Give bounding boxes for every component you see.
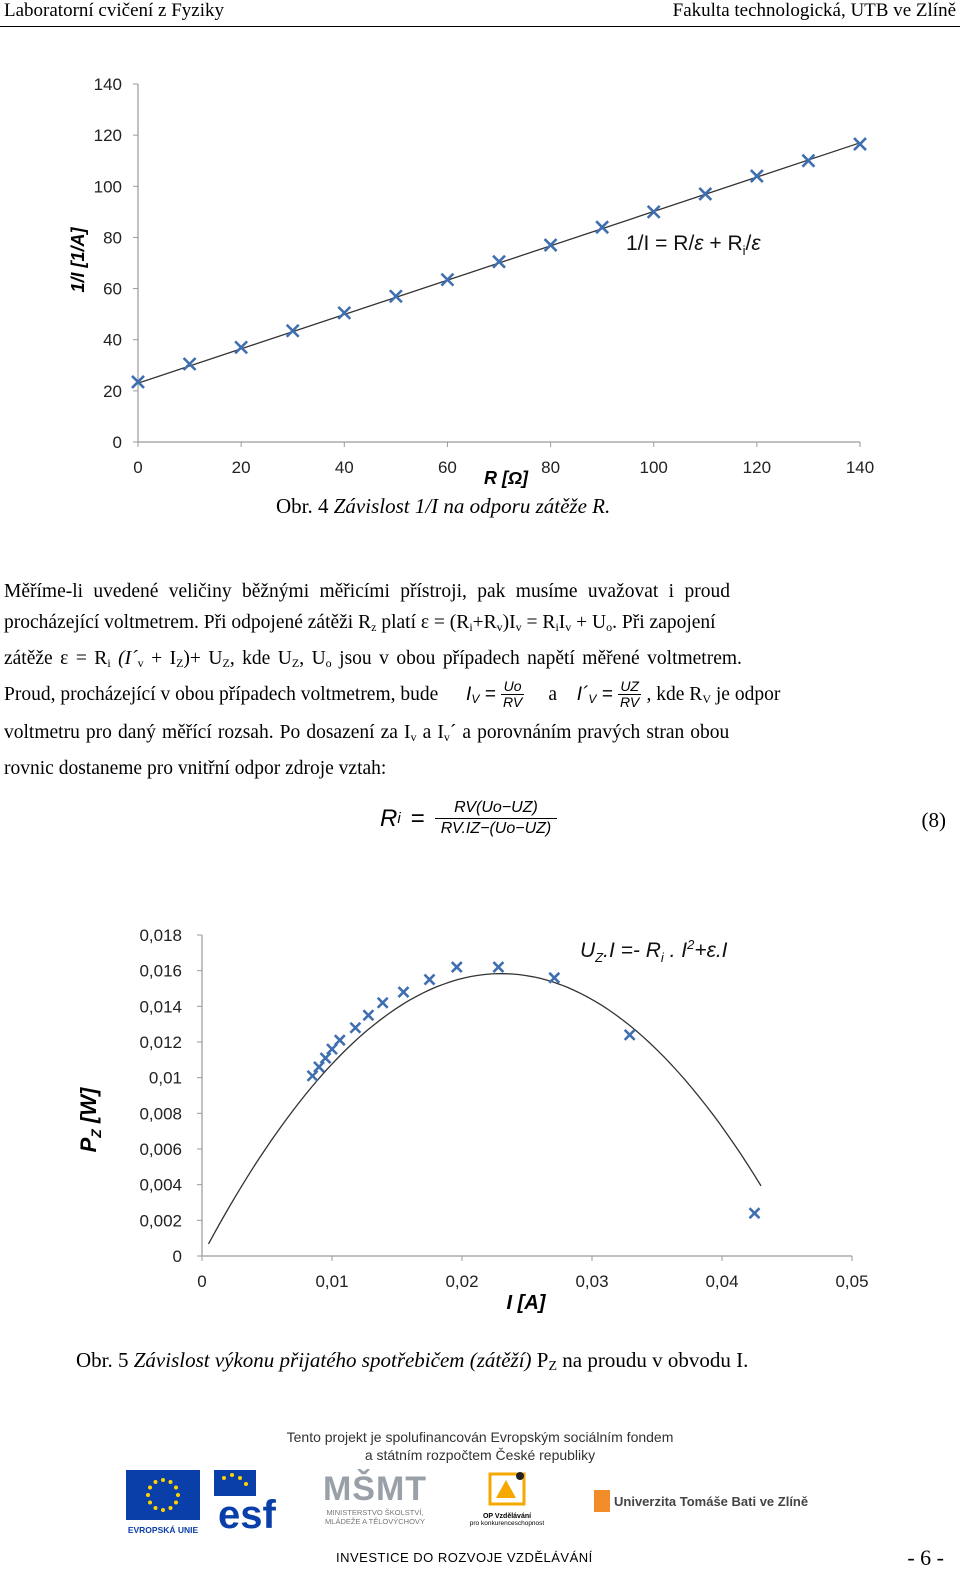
figure-5-caption: Obr. 5 Závislost výkonu přijatého spotřebičem (zátěží) $P_Z$ na proudu v obvodu I. <box>76 1348 749 1374</box>
chart-1-xlabel: R [Ω] <box>483 468 529 488</box>
paragraph-line-5: voltmetru pro daný měřící rozsah. Po dosazení za $I_v$ a $I_v´$ a porovnáním pravých stran obou <box>4 722 730 744</box>
chart-2-y-tick-label: 0,006 <box>139 1140 182 1159</box>
chart-2-ylabel: $P_Z$ [W] <box>76 1087 104 1153</box>
paragraph-line-4: Proud, procházející v obou případech voltmetrem, bude $I_V$ = $\frac{Uo}{RV}$ a $I´_V$ = $\frac{UZ}{RV}$ , kde $R_V$ je odpor <box>4 678 781 711</box>
figure-4-caption <box>276 494 610 519</box>
chart-2-point <box>493 962 503 972</box>
chart-2-point <box>363 1010 373 1020</box>
chart-2-point <box>314 1062 324 1072</box>
eu-logo <box>126 1470 200 1535</box>
body-paragraph <box>4 576 956 784</box>
footer-invest-text: INVESTICE DO ROZVOJE VZDĚLÁVÁNÍ <box>336 1550 593 1565</box>
chart-1-x-tick-label: 140 <box>845 458 875 477</box>
op-logo: OP Vzdělávání pro konkurenceschopnost <box>464 1468 550 1534</box>
chart-2-x-tick-label: 0,04 <box>705 1272 739 1291</box>
utb-logo: Univerzita Tomáše Bati ve Zlíně <box>594 1486 834 1516</box>
chart-2-point <box>549 973 559 983</box>
chart-2-x-tick-label: 0,02 <box>445 1272 479 1291</box>
chart-2-y-tick-label: 0,01 <box>148 1068 182 1088</box>
chart-1-y-tick-label: 0 <box>112 433 122 452</box>
chart-2-point <box>452 962 462 972</box>
chart-2-y-tick-label: 0,002 <box>139 1211 182 1231</box>
chart-1-y-tick-label: 80 <box>103 228 122 248</box>
chart-2-point <box>425 975 435 985</box>
eu-star <box>176 1493 180 1497</box>
chart-2-point <box>308 1071 318 1081</box>
eu-star <box>146 1493 150 1497</box>
chart-1-x-tick-label: 80 <box>541 458 561 477</box>
chart-2-point <box>350 1023 360 1033</box>
page-number: - 6 - <box>907 1545 944 1570</box>
eu-star <box>174 1501 178 1505</box>
paragraph-line-3: zátěže $\varepsilon = R_i$ $(I´_v + I_Z)+ U_Z$, kde $U_Z$, $U_o$ jsou v obou případech napětí měřené voltmetrem. <box>4 648 742 670</box>
chart-2-y-tick-label: 0,012 <box>139 1033 182 1052</box>
chart-1-x-tick-label: 100 <box>639 458 668 477</box>
formula-iv-prime: $I´_V$ = $\frac{UZ}{RV}$ <box>576 678 640 711</box>
eu-star <box>148 1486 152 1490</box>
chart-2-y-tick-label: 0,018 <box>139 926 182 945</box>
chart-1-x-tick-label: 60 <box>437 458 457 477</box>
chart-2-point <box>399 987 409 997</box>
chart-2-trendline <box>209 974 762 1244</box>
chart-2-point <box>321 1053 331 1063</box>
chart-2-point <box>750 1208 760 1218</box>
paragraph-line-1: Měříme-li uvedené veličiny běžnými měřicími přístroji, pak musíme uvažovat i proud <box>4 581 730 602</box>
chart-1-ylabel: 1/I [1/A] <box>68 227 88 293</box>
chart-1-y-tick-label: 140 <box>93 75 122 94</box>
chart-2-y-tick-label: 0 <box>172 1247 182 1266</box>
chart-2-point <box>625 1030 635 1040</box>
svg-text:esf: esf <box>218 1493 276 1532</box>
equation-8: R i = $\frac{RV(Uo-UZ)}{RV.IZ-(Uo-UZ)}$ <box>380 798 557 839</box>
header-right: Fakulta technologická, UTB ve Zlíně <box>672 0 956 21</box>
chart-2-point <box>335 1035 345 1045</box>
chart-1-x-tick-label: 0 <box>133 458 143 477</box>
chart-2-point <box>378 998 388 1008</box>
chart-1-x-tick-label: 20 <box>231 458 251 477</box>
eu-star <box>154 1506 158 1510</box>
chart-2-power <box>60 915 900 1320</box>
chart-2-x-tick-label: 0 <box>197 1272 207 1291</box>
chart-1-annotation: $1/I = R/\varepsilon + R_i/\varepsilon$ <box>626 232 761 258</box>
eu-star <box>154 1480 158 1484</box>
chart-1-x-tick-label: 40 <box>334 458 354 477</box>
eu-star <box>169 1480 173 1484</box>
eu-star <box>161 1508 165 1512</box>
chart-1-resistance <box>60 60 900 490</box>
eu-star <box>148 1501 152 1505</box>
chart-2-x-tick-label: 0,03 <box>575 1272 609 1291</box>
chart-2-annotation: $U_Z.I =- R_i$ . $I^2+\varepsilon.I$ <box>580 937 728 965</box>
chart-2-xlabel: I [A] <box>506 1292 546 1314</box>
chart-2-y-tick-label: 0,008 <box>139 1104 182 1124</box>
footer-cofunding-text: Tento projekt je spolufinancován Evropským sociálním fondem a státním rozpočtem České republiky <box>286 1429 674 1463</box>
eu-star <box>169 1506 173 1510</box>
chart-1-point <box>648 206 660 218</box>
chart-2-y-tick-label: 0,014 <box>139 997 182 1017</box>
header-left: Laboratorní cvičení z Fyziky <box>4 0 225 21</box>
eu-star <box>174 1486 178 1490</box>
chart-1-y-tick-label: 40 <box>103 330 122 350</box>
eu-label: EVROPSKÁ UNIE <box>127 1525 199 1535</box>
equation-number: (8) <box>921 808 946 832</box>
chart-2-y-tick-label: 0,016 <box>139 961 182 981</box>
formula-iv: $I_V$ = $\frac{Uo}{RV}$ <box>466 678 523 711</box>
chart-2-x-tick-label: 0,05 <box>835 1272 869 1291</box>
esf-logo <box>214 1470 286 1532</box>
figure-4-caption-prefix: Obr. 4 <box>276 494 334 518</box>
chart-2-y-tick-label: 0,004 <box>139 1175 182 1195</box>
chart-1-point <box>699 188 711 200</box>
chart-1-point <box>441 274 453 286</box>
chart-1-y-tick-label: 120 <box>93 126 122 146</box>
eu-star <box>161 1478 165 1482</box>
msmt-logo: MŠMT MINISTERSTVO ŠKOLSTVÍ, MLÁDEŽE A TĚLOVÝCHOVY <box>322 1470 428 1526</box>
chart-1-y-tick-label: 20 <box>103 381 122 401</box>
chart-1-y-tick-label: 100 <box>93 177 122 197</box>
chart-1-x-tick-label: 120 <box>742 458 772 477</box>
chart-2-x-tick-label: 0,01 <box>315 1272 349 1291</box>
figure-4-caption-text: Závislost 1/I na odporu zátěže R. <box>333 494 611 518</box>
chart-1-y-tick-label: 60 <box>103 279 122 299</box>
paragraph-line-6: rovnic dostaneme pro vnitřní odpor zdroje vztah: <box>4 758 387 779</box>
paragraph-line-2: procházející voltmetrem. Při odpojené zátěži $R_z$ platí $\varepsilon = (R_i+R_v)I_v = R_iI_v + U_o$. Při zapojení <box>4 612 716 634</box>
page-header <box>0 0 960 27</box>
